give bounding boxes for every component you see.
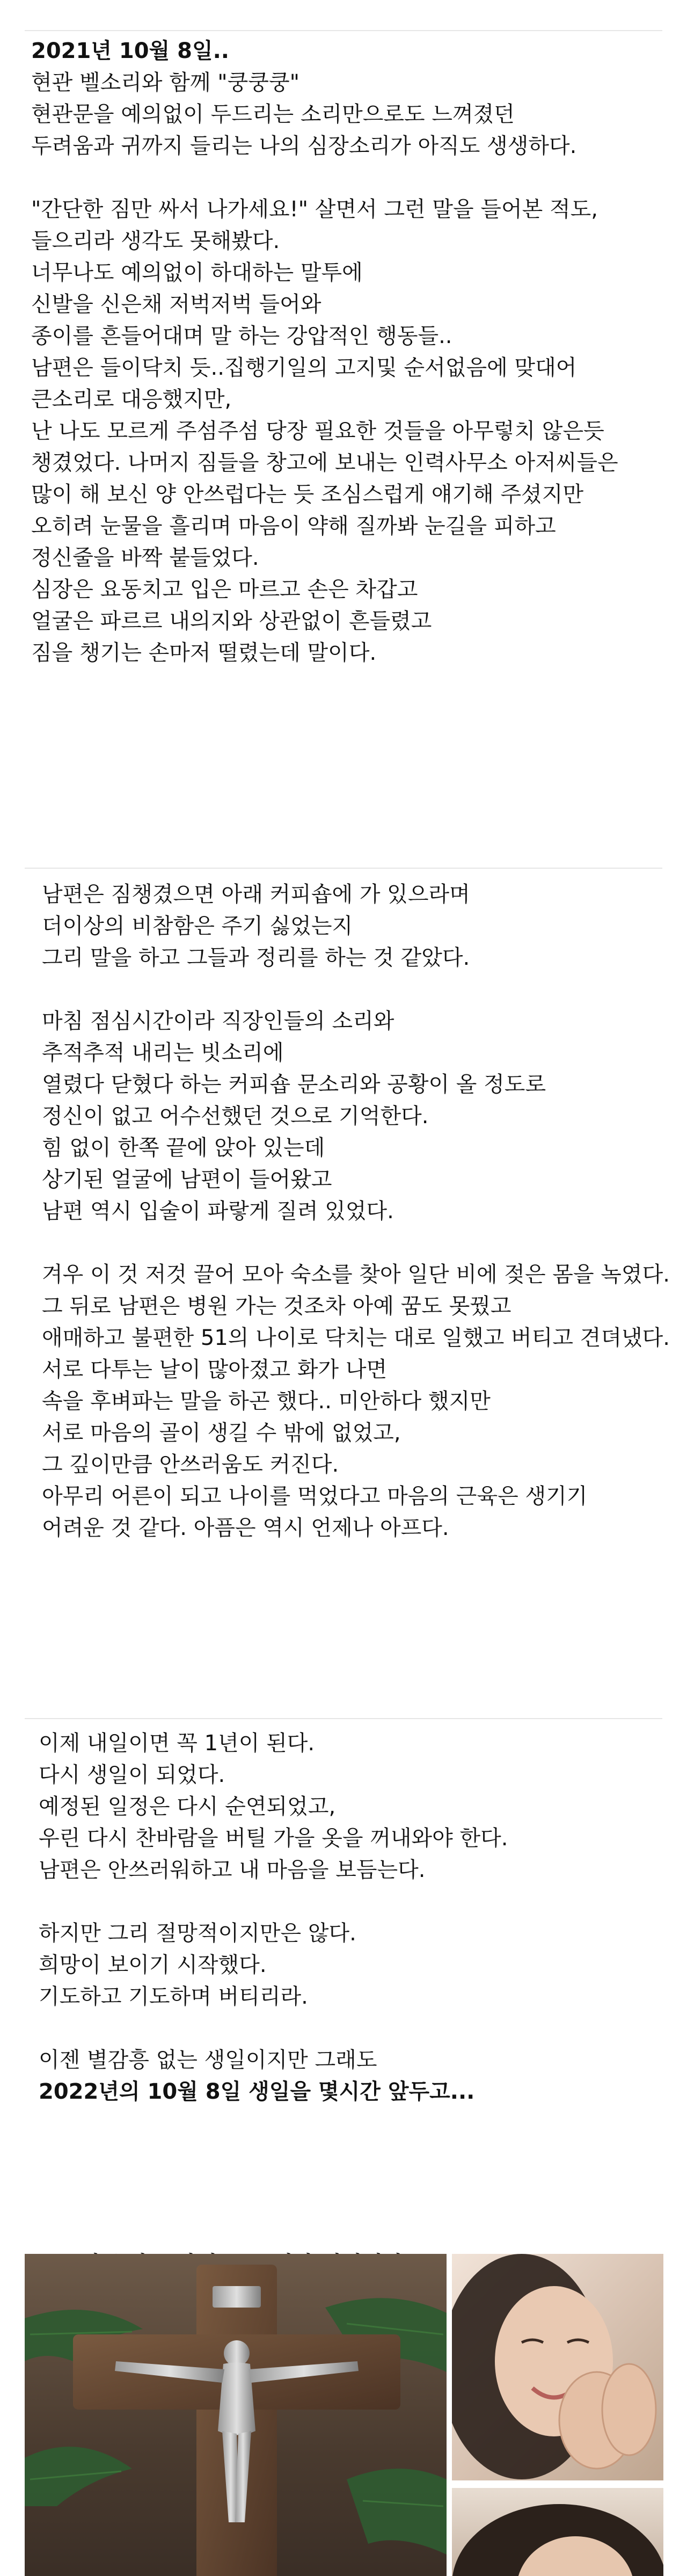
text-line: 남편은 안쓰러워하고 내 마음을 보듬는다. [39, 1858, 426, 1882]
text-line: 겨우 이 것 저것 끌어 모아 숙소를 찾아 일단 비에 젖은 몸을 녹였다. [42, 1262, 670, 1287]
text-line: 희망이 보이기 시작했다. [39, 1953, 267, 1977]
text-line [39, 2013, 667, 2044]
text-line: 심장은 요동치고 입은 마르고 손은 차갑고 [31, 577, 418, 602]
text-line: 서로 마음의 골이 생길 수 밖에 없었고, [42, 1421, 401, 1445]
crucifix-photo[interactable] [25, 2254, 447, 2576]
text-line: 짐을 챙기는 손마저 떨렸는데 말이다. [31, 641, 377, 665]
text-line: 남편은 들이닥치 듯..집행기일의 고지및 순서없음에 맞대어 [31, 355, 577, 380]
text-line: 예정된 일정은 다시 순연되었고, [39, 1794, 336, 1819]
post-text-block-1 [31, 35, 659, 669]
text-line: 그 깊이만큼 안쓰러움도 커진다. [42, 1452, 339, 1477]
text-line: 들으리라 생각도 못해봤다. [31, 229, 280, 253]
text-line: "간단한 짐만 싸서 나가세요!" 살면서 그런 말을 들어본 적도, [31, 197, 598, 222]
section-divider-2 [25, 1718, 662, 1719]
text-line: 우린 다시 찬바람을 버틸 가을 옷을 꺼내와야 한다. [39, 1826, 508, 1851]
woman-photo-partial[interactable] [452, 2488, 663, 2576]
post-text-block-2 [42, 879, 670, 1544]
text-line: 신발을 신은채 저벅저벅 들어와 [31, 292, 321, 317]
text-line: 현관 벨소리와 함께 "쿵쿵쿵" [31, 70, 299, 95]
text-line: 속을 후벼파는 말을 하곤 했다.. 미안하다 했지만 [42, 1389, 491, 1414]
text-line: 힘 없이 한쪽 끝에 앉아 있는데 [42, 1136, 325, 1160]
text-line [31, 162, 659, 194]
text-line: 아무리 어른이 되고 나이를 먹었다고 마음의 근육은 생기기 [42, 1484, 588, 1509]
text-line: 하지만 그리 절망적이지만은 않다. [39, 1921, 356, 1946]
text-line [42, 1227, 670, 1259]
text-line: 남편 역시 입술이 파랗게 질려 있었다. [42, 1199, 394, 1224]
text-line: 어려운 것 같다. 아픔은 역시 언제나 아프다. [42, 1516, 449, 1540]
text-line [39, 1886, 667, 1918]
text-line: 애매하고 불편한 51의 나이로 닥치는 대로 일했고 버티고 견뎌냈다. [42, 1326, 670, 1350]
text-line: 정신이 없고 어수선했던 것으로 기억한다. [42, 1104, 429, 1129]
portrait-illustration [452, 2254, 663, 2480]
text-line: 난 나도 모르게 주섬주섬 당장 필요한 것들을 아무렇치 않은듯 챙겼었다. 나머지 짐들을 창고에 보내는 인력사무소 아저씨들은 [31, 419, 618, 475]
section-divider-1 [25, 868, 662, 869]
text-line: 오히려 눈물을 흘리며 마음이 약해 질까봐 눈길을 피하고 [31, 514, 556, 539]
post-text-block-3 [39, 1728, 667, 2108]
text-line: 서로 다투는 날이 많아졌고 화가 나면 [42, 1357, 388, 1382]
text-line: 현관문을 예의없이 두드리는 소리만으로도 느껴졌던 [31, 102, 515, 127]
text-line: 남편은 짐챙겼으면 아래 커피숍에 가 있으라며 [42, 882, 470, 907]
text-line: 얼굴은 파르르 내의지와 상관없이 흔들렸고 [31, 609, 432, 634]
top-divider [25, 30, 662, 31]
text-line: 종이를 흔들어대며 말 하는 강압적인 행동들.. [31, 324, 452, 348]
text-line: 정신줄을 바짝 붙들었다. [31, 545, 259, 570]
text-line: 더이상의 비참함은 주기 싫었는지 [42, 914, 353, 938]
crucifix-icon [25, 2254, 447, 2576]
text-line: 그 뒤로 남편은 병원 가는 것조차 아예 꿈도 못꿨고 [42, 1294, 511, 1319]
text-line: 너무나도 예의없이 하대하는 말투에 [31, 260, 363, 285]
text-line: 다시 생일이 되었다. [39, 1763, 225, 1787]
smiling-woman-photo[interactable] [452, 2254, 663, 2480]
text-line: 기도하고 기도하며 버티리라. [39, 1984, 308, 2009]
text-line: 그리 말을 하고 그들과 정리를 하는 것 같았다. [42, 945, 470, 970]
text-line: 큰소리로 대응했지만, [31, 387, 232, 412]
text-line: 열렸다 닫혔다 하는 커피숍 문소리와 공황이 올 정도로 [42, 1072, 546, 1097]
text-line [42, 974, 670, 1006]
text-line: 추적추적 내리는 빗소리에 [42, 1040, 284, 1065]
text-line: 2022년의 10월 8일 생일을 몇시간 앞두고... [39, 2079, 475, 2104]
text-line: 2021년 10월 8일.. [31, 39, 229, 63]
text-line: 이제 내일이면 꼭 1년이 된다. [39, 1731, 315, 1756]
text-line: 마침 점심시간이라 직장인들의 소리와 [42, 1009, 394, 1034]
text-line: 상기된 얼굴에 남편이 들어왔고 [42, 1167, 332, 1192]
text-line: 많이 해 보신 양 안쓰럽다는 듯 조심스럽게 얘기해 주셨지만 [31, 482, 584, 507]
text-line: 두려움과 귀까지 들리는 나의 심장소리가 아직도 생생하다. [31, 134, 577, 158]
portrait-illustration-partial [452, 2488, 663, 2576]
text-line: 이젠 별감흥 없는 생일이지만 그래도 [39, 2048, 377, 2072]
